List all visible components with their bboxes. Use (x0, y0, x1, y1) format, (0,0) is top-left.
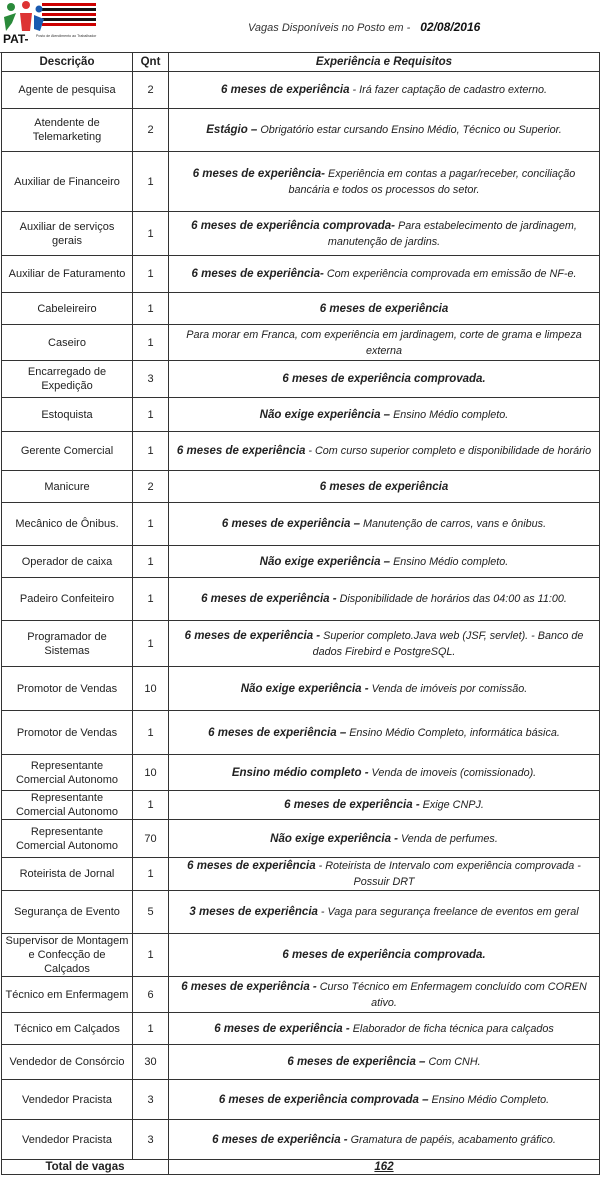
qnt-value: 1 (147, 302, 154, 315)
qnt-cell (133, 503, 169, 546)
description-text: Vendedor de Consórcio (9, 1056, 125, 1068)
qnt-value: 3 (147, 1133, 154, 1146)
requirements-cell (169, 325, 600, 361)
table-row (2, 212, 600, 256)
requirements-cell (169, 1045, 600, 1080)
requirement-text: Gramatura de papéis, acabamento gráfico. (347, 1133, 556, 1146)
table-row (2, 1045, 600, 1080)
qnt-cell (133, 578, 169, 621)
description-cell (2, 109, 133, 152)
qnt-value: 1 (147, 637, 154, 650)
table-row (2, 1120, 600, 1160)
requirement-bold-text: 6 meses de experiência - (201, 593, 337, 605)
description-cell (2, 711, 133, 755)
requirements-cell (169, 152, 600, 212)
qnt-value: 1 (147, 518, 154, 530)
requirement-bold-text: 6 meses de experiência – (221, 518, 361, 530)
description-text: Cabeleireiro (37, 302, 97, 315)
description-cell (2, 152, 133, 212)
requirement-text: - Vaga para segurança freelance de eventos em geral (317, 906, 579, 918)
table-row (2, 791, 600, 820)
requirement-text: Manutenção de carros, vans e ônibus. (360, 518, 547, 530)
qnt-cell (133, 1013, 169, 1045)
requirements-cell (169, 1120, 600, 1160)
table-row (2, 546, 600, 578)
description-text: Atendente de Telemarketing (32, 117, 102, 143)
description-cell (2, 471, 133, 503)
qnt-cell (133, 858, 169, 891)
table-row (2, 432, 600, 471)
requirement-bold-text: 6 meses de experiência comprovada. (282, 373, 486, 385)
table-row (2, 891, 600, 934)
header-date: 02/08/2016 (420, 20, 481, 34)
header-title (248, 20, 480, 34)
requirements-cell (169, 755, 600, 791)
table-row (2, 1080, 600, 1120)
qnt-cell (133, 109, 169, 152)
qnt-value: 1 (147, 868, 154, 880)
requirements-cell (169, 667, 600, 711)
requirements-cell (169, 546, 600, 578)
qnt-cell (133, 820, 169, 858)
qnt-cell (133, 293, 169, 325)
requirements-cell (169, 432, 600, 471)
column-header-qnt: Qnt (133, 53, 169, 72)
description-cell (2, 667, 133, 711)
description-text: Manicure (44, 480, 90, 493)
requirement-bold-text: 6 meses de experiência – (208, 726, 347, 739)
description-text: Promotor de Vendas (16, 682, 118, 695)
vacancies-table (1, 52, 600, 1175)
table-row (2, 578, 600, 621)
qnt-cell (133, 791, 169, 820)
requirement-bold-text: 6 meses de experiência (319, 302, 449, 315)
requirement-bold-text: 6 meses de experiência (176, 445, 306, 457)
description-cell (2, 503, 133, 546)
qnt-cell (133, 1120, 169, 1160)
qnt-value: 1 (147, 175, 154, 188)
description-text: Gerente Comercial (20, 445, 114, 457)
requirement-bold-text: 6 meses de experiência - (184, 629, 321, 642)
description-cell (2, 858, 133, 891)
qnt-value: 1 (147, 555, 154, 568)
table-row (2, 293, 600, 325)
table-row (2, 820, 600, 858)
qnt-value: 1 (147, 268, 154, 280)
description-cell (2, 820, 133, 858)
table-row (2, 109, 600, 152)
requirement-text: Venda de perfumes. (398, 832, 498, 845)
description-text: Mecânico de Ônibus. (15, 518, 119, 530)
qnt-value: 1 (147, 1022, 154, 1035)
requirement-text: Experiência em contas a pagar/receber, conciliação bancária e todos os processos do setor. (288, 167, 576, 196)
requirement-text: - Com curso superior completo e disponibilidade de horário (305, 445, 592, 457)
requirements-cell (169, 398, 600, 432)
requirement-bold-text: 6 meses de experiência - (214, 1022, 350, 1035)
table-row (2, 256, 600, 293)
requirement-bold-text: Estágio – (206, 124, 258, 136)
description-cell (2, 361, 133, 398)
requirements-cell (169, 212, 600, 256)
description-cell (2, 578, 133, 621)
table-row (2, 1013, 600, 1045)
table-row (2, 667, 600, 711)
description-text: Encarregado de Expedição (27, 366, 107, 392)
description-text: Estoquista (41, 408, 93, 421)
description-text: Operador de caixa (21, 555, 113, 568)
requirement-bold-text: Não exige experiência – (259, 408, 391, 421)
description-text: Segurança de Evento (14, 906, 120, 918)
description-text: Técnico em Enfermagem (5, 988, 129, 1001)
description-cell (2, 621, 133, 667)
table-row (2, 152, 600, 212)
table-row (2, 361, 600, 398)
qnt-value: 1 (147, 799, 154, 811)
requirements-cell (169, 72, 600, 109)
qnt-value: 10 (144, 682, 157, 695)
requirement-bold-text: 6 meses de experiência - (284, 799, 420, 811)
qnt-cell (133, 432, 169, 471)
requirement-bold-text: Não exige experiência - (240, 682, 369, 695)
description-text: Representante Comercial Autonomo (15, 759, 119, 786)
requirement-text: Superior completo.Java web (JSF, servlet). - Banco de dados Firebird e PostgreSQL. (312, 629, 584, 658)
description-cell (2, 212, 133, 256)
qnt-value: 1 (147, 227, 154, 240)
qnt-cell (133, 471, 169, 503)
requirements-cell (169, 977, 600, 1013)
qnt-value: 5 (147, 906, 154, 918)
description-text: Representante Comercial Autonomo (15, 825, 119, 852)
requirements-cell (169, 471, 600, 503)
qnt-cell (133, 934, 169, 977)
requirement-bold-text: 6 meses de experiência (187, 860, 316, 872)
requirements-cell (169, 578, 600, 621)
description-cell (2, 791, 133, 820)
table-row (2, 934, 600, 977)
requirement-text: - Roteirista de Intervalo com experiência comprovada - Possuir DRT (315, 860, 581, 888)
column-header-description: Descrição (2, 53, 133, 72)
requirements-cell (169, 820, 600, 858)
qnt-cell (133, 398, 169, 432)
qnt-cell (133, 72, 169, 109)
requirement-text: Elaborador de ficha técnica para calçados (349, 1022, 554, 1035)
requirement-text: Com CNH. (425, 1056, 481, 1068)
requirements-cell (169, 934, 600, 977)
description-cell (2, 1013, 133, 1045)
requirement-text: Venda de imóveis por comissão. (368, 682, 528, 695)
requirement-bold-text: 6 meses de experiência (319, 480, 449, 493)
requirement-text: Ensino Médio Completo. (428, 1093, 550, 1106)
description-text: Vendedor Pracista (22, 1093, 112, 1106)
qnt-value: 1 (147, 949, 154, 961)
qnt-value: 2 (147, 84, 154, 96)
description-text: Roteirista de Jornal (19, 868, 115, 880)
table-row (2, 755, 600, 791)
qnt-cell (133, 711, 169, 755)
requirement-text: - Irá fazer captação de cadastro externo. (349, 84, 547, 96)
description-text: Auxiliar de Faturamento (8, 268, 126, 280)
qnt-value: 70 (144, 832, 157, 845)
table-row (2, 711, 600, 755)
requirement-text: Exige CNPJ. (419, 799, 484, 811)
qnt-value: 6 (147, 988, 154, 1001)
table-row (2, 503, 600, 546)
description-cell (2, 755, 133, 791)
table-row (2, 621, 600, 667)
requirement-bold-text: 6 meses de experiência comprovada- (191, 219, 396, 232)
requirement-text: Venda de imoveis (comissionado). (368, 766, 537, 779)
table-body (2, 72, 600, 1160)
qnt-value: 1 (147, 593, 154, 605)
requirements-cell (169, 361, 600, 398)
requirement-bold-text: 6 meses de experiência comprovada. (282, 949, 486, 961)
header-title-text: Vagas Disponíveis no Posto em - (248, 22, 411, 34)
total-value: 162 (169, 1160, 600, 1175)
qnt-value: 3 (147, 373, 154, 385)
description-cell (2, 432, 133, 471)
qnt-cell (133, 891, 169, 934)
qnt-cell (133, 361, 169, 398)
requirement-bold-text: 6 meses de experiência (221, 84, 350, 96)
description-text: Agente de pesquisa (18, 84, 116, 96)
pat-logo (2, 1, 98, 50)
description-cell (2, 398, 133, 432)
total-row (2, 1160, 600, 1175)
requirement-bold-text: 6 meses de experiência – (287, 1056, 426, 1068)
qnt-cell (133, 621, 169, 667)
requirements-cell (169, 791, 600, 820)
qnt-cell (133, 325, 169, 361)
qnt-value: 1 (147, 726, 154, 739)
requirement-bold-text: 6 meses de experiência- (191, 268, 324, 280)
qnt-cell (133, 667, 169, 711)
description-cell (2, 293, 133, 325)
requirement-bold-text: Não exige experiência - (270, 832, 398, 845)
requirements-cell (169, 621, 600, 667)
requirement-bold-text: 6 meses de experiência- (192, 167, 326, 180)
description-cell (2, 891, 133, 934)
description-cell (2, 977, 133, 1013)
requirement-text: Obrigatório estar cursando Ensino Médio, Técnico ou Superior. (257, 124, 562, 136)
column-header-requirements: Experiência e Requisitos (169, 53, 600, 72)
svg-text:Posto de Atendimento ao Trabal: Posto de Atendimento ao Trabalhador (36, 34, 97, 38)
qnt-cell (133, 152, 169, 212)
qnt-value: 1 (147, 445, 154, 457)
requirements-cell (169, 711, 600, 755)
description-text: Vendedor Pracista (22, 1133, 112, 1146)
table-header-row (2, 53, 600, 72)
header (0, 0, 600, 53)
requirement-bold-text: 3 meses de experiência (189, 906, 318, 918)
requirement-text: Ensino Médio completo. (390, 555, 509, 568)
table-row (2, 471, 600, 503)
requirement-bold-text: 6 meses de experiência - (212, 1133, 348, 1146)
requirements-cell (169, 1080, 600, 1120)
requirement-bold-text: Ensino médio completo - (231, 766, 369, 779)
description-text: Programador de Sistemas (27, 630, 107, 657)
table-row (2, 72, 600, 109)
qnt-value: 1 (147, 336, 154, 349)
requirement-text: Disponibilidade de horários das 04:00 as 11:00. (336, 593, 567, 605)
qnt-cell (133, 1045, 169, 1080)
qnt-cell (133, 212, 169, 256)
description-text: Auxiliar de Financeiro (14, 175, 120, 188)
table-row (2, 977, 600, 1013)
requirements-cell (169, 293, 600, 325)
qnt-cell (133, 256, 169, 293)
description-text: Supervisor de Montagem e Confecção de Calçados (5, 935, 129, 975)
requirement-text: Curso Técnico em Enfermagem concluído com COREN ativo. (316, 980, 587, 1009)
requirement-text: Para estabelecimento de jardinagem, manutenção de jardins. (327, 219, 577, 248)
qnt-cell (133, 977, 169, 1013)
svg-text:PAT-: PAT- (3, 32, 29, 46)
requirement-text: Com experiência comprovada em emissão de NF-e. (323, 268, 577, 280)
qnt-value: 1 (147, 408, 154, 421)
description-cell (2, 934, 133, 977)
description-cell (2, 1120, 133, 1160)
qnt-cell (133, 755, 169, 791)
qnt-cell (133, 546, 169, 578)
description-cell (2, 1080, 133, 1120)
description-cell (2, 1045, 133, 1080)
requirement-bold-text: 6 meses de experiência - (181, 980, 317, 993)
description-text: Padeiro Confeiteiro (19, 593, 115, 605)
requirement-bold-text: Não exige experiência – (259, 555, 391, 568)
requirement-bold-text: 6 meses de experiência comprovada – (218, 1093, 429, 1106)
requirement-text: Ensino Médio Completo, informática básica. (346, 726, 560, 739)
qnt-cell (133, 1080, 169, 1120)
description-cell (2, 72, 133, 109)
description-cell (2, 325, 133, 361)
total-label: Total de vagas (2, 1160, 169, 1175)
requirements-cell (169, 256, 600, 293)
requirement-text: Para morar em Franca, com experiência em jardinagem, corte de grama e limpeza externa (186, 328, 582, 357)
requirements-cell (169, 858, 600, 891)
description-cell (2, 256, 133, 293)
qnt-value: 3 (147, 1093, 154, 1106)
description-text: Auxiliar de serviços gerais (19, 220, 115, 247)
description-text: Representante Comercial Autonomo (15, 792, 119, 818)
requirements-cell (169, 503, 600, 546)
requirements-cell (169, 891, 600, 934)
table-row (2, 398, 600, 432)
requirements-cell (169, 1013, 600, 1045)
qnt-value: 2 (147, 480, 154, 493)
requirements-cell (169, 109, 600, 152)
qnt-value: 2 (147, 124, 154, 136)
requirement-text: Ensino Médio completo. (390, 408, 509, 421)
description-text: Promotor de Vendas (16, 726, 118, 739)
qnt-value: 10 (144, 766, 157, 779)
qnt-value: 30 (144, 1056, 157, 1068)
table-row (2, 858, 600, 891)
table-row (2, 325, 600, 361)
description-text: Caseiro (48, 336, 86, 349)
description-cell (2, 546, 133, 578)
description-text: Técnico em Calçados (14, 1022, 120, 1035)
